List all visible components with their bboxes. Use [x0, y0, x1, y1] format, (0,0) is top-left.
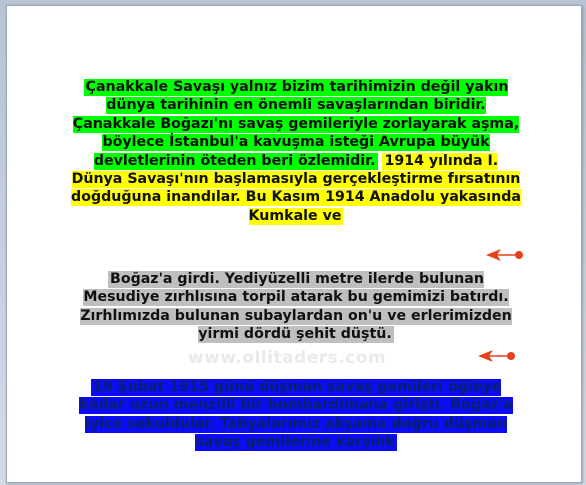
motion-path-icon[interactable]	[477, 349, 517, 363]
paragraph-mesudiye	[71, 270, 521, 344]
paragraph-19-subat	[71, 378, 521, 452]
motion-path-icon[interactable]	[485, 248, 525, 262]
highlight-blue-text: 19 Şubat 1915 günü düşman savaş gemileri öğleye kadar uzun menzilli bir bombardımana giriştı. Boğaz'a iyice sokuldular. Tabyalarımız akşama doğru düşman savaş gemilerine karşılık	[79, 379, 513, 451]
document-page	[6, 5, 582, 483]
highlight-green-text: Çanakkale Savaşı yalnız bizim tarihimizin değil yakın dünya tarihinin en önemli savaşlarından biridir. Çanakkale Boğazı'nı savaş gemileriyle zorlayarak aşma, böylece İstanbul'a kavuşma isteği Avrupa büyük devletlerinin öteden beri özlemidir.	[72, 79, 520, 169]
highlight-gray-text: Boğaz'a girdi. Yediyüzelli metre ilerde bulunan Mesudiye zırhlısına torpil atarak bu gemimizi batırdı. Zırhlımızda bulunan subaylardan on'u ve erlerimizden yirmi dördü şehit düştü.	[80, 271, 512, 343]
highlight-yellow-text: 1914 yılında I. Dünya Savaşı'nın başlamasıyla gerçekleştirme fırsatının doğduğuna inandılar. Bu Kasım 1914 Anadolu yakasında Kumkale ve	[71, 152, 521, 224]
watermark-text: www.ollitaders.com	[187, 348, 387, 368]
paragraph-intro	[71, 78, 521, 225]
